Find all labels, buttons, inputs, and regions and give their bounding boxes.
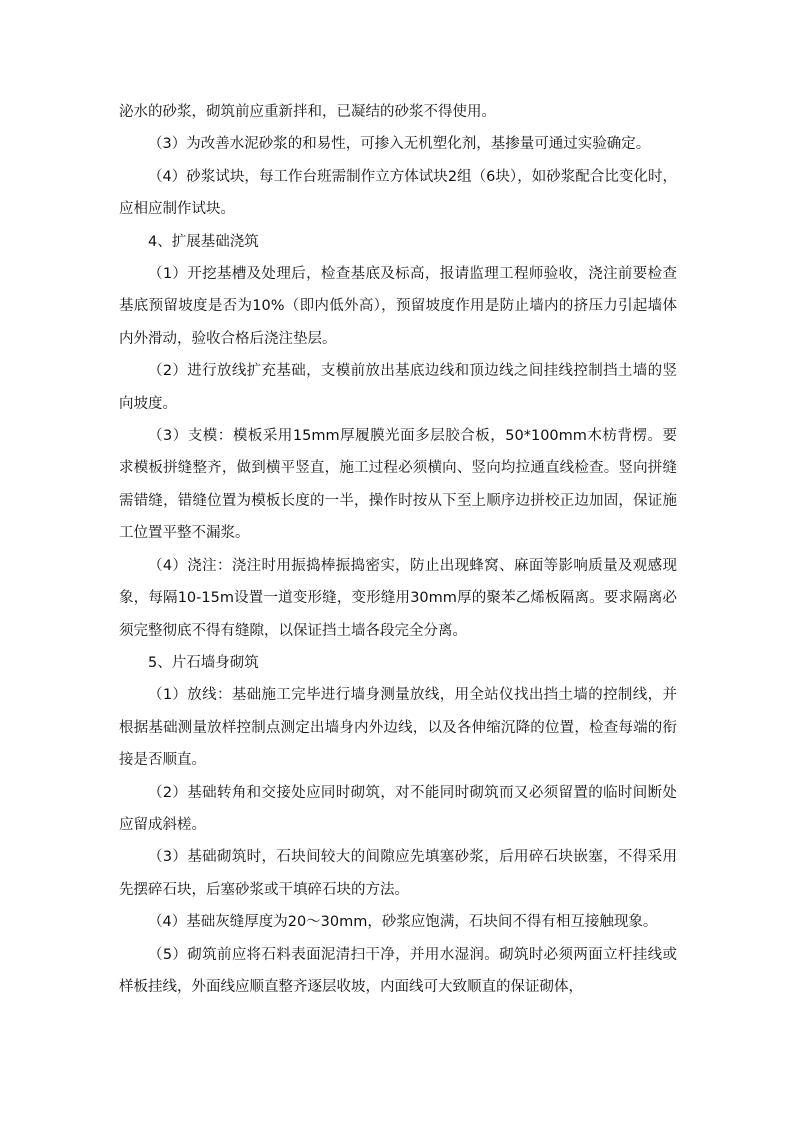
paragraph-setting-out: （2）进行放线扩充基础，支模前放出基底边线和顶边线之间挂线控制挡土墙的竖向坡度。 xyxy=(119,363,677,412)
paragraph-continuation: 泌水的砂浆，砌筑前应重新拌和，已凝结的砂浆不得使用。 xyxy=(119,104,496,120)
paragraph-corner-masonry: （2）基础转角和交接处应同时砌筑，对不能同时砌筑而又必须留置的临时间断处应留成斜槎。 xyxy=(119,784,677,833)
paragraph-mortar-test-block: （4）砂浆试块，每工作台班需制作立方体试块2组（6块），如砂浆配合比变化时，应相应制作试块。 xyxy=(119,168,677,218)
paragraph-excavation-check: （1）开挖基槽及处理后，检查基底及标高，报请监理工程师验收，浇注前要检查基底预留坡度是否为10%（即内低外高），预留坡度作用是防止墙内的挤压力引起墙体内外滑动，验收合格后浇注垫层。 xyxy=(119,266,677,347)
section-heading-foundation-pouring: 4、扩展基础浇筑 xyxy=(148,233,259,250)
section-heading-stone-wall-masonry: 5、片石墙身砌筑 xyxy=(148,654,259,671)
body-text xyxy=(119,96,677,1003)
paragraph-mortar-plasticizer: （3）为改善水泥砂浆的和易性，可掺入无机塑化剂，基掺量可通过实验确定。 xyxy=(148,136,651,153)
paragraph-gap-filling: （3）基础砌筑时，石块间较大的间隙应先填塞砂浆，后用碎石块嵌塞，不得采用先摆碎石块，后塞砂浆或干填碎石块的方法。 xyxy=(119,849,677,898)
paragraph-pouring: （4）浇注：浇注时用振捣棒振捣密实，防止出现蜂窝、麻面等影响质量及观感现象，每隔10-15m设置一道变形缝，变形缝用30mm厚的聚苯乙烯板隔离。要求隔离必须完整彻底不得有缝隙，以保证挡土墙各段完全分离。 xyxy=(119,557,677,639)
paragraph-formwork: （3）支模：模板采用15mm厚履膜光面多层胶合板，50*100mm木枋背楞。要求模板拼缝整齐，做到横平竖直，施工过程必须横向、竖向均拉通直线检查。竖向拼缝需错缝，错缝位置为模板长度的一半，操作时按从下至上顺序边拼校正边加固，保证施工位置平整不漏浆。 xyxy=(119,428,677,542)
paragraph-mortar-joint: （4）基础灰缝厚度为20～30mm，砂浆应饱满，石块间不得有相互接触现象。 xyxy=(148,914,658,931)
paragraph-stone-cleaning: （5）砌筑前应将石料表面泥清扫干净，并用水湿润。砌筑时必须两面立杆挂线或样板挂线，外面线应顺直整齐逐层收坡，内面线可大致顺直的保证砌体， xyxy=(119,946,677,995)
paragraph-wall-setting-out: （1）放线：基础施工完毕进行墙身测量放线，用全站仪找出挡土墙的控制线，并根据基础测量放样控制点测定出墙身内外边线，以及各伸缩沉降的位置，检查每端的衔接是否顺直。 xyxy=(119,687,677,769)
